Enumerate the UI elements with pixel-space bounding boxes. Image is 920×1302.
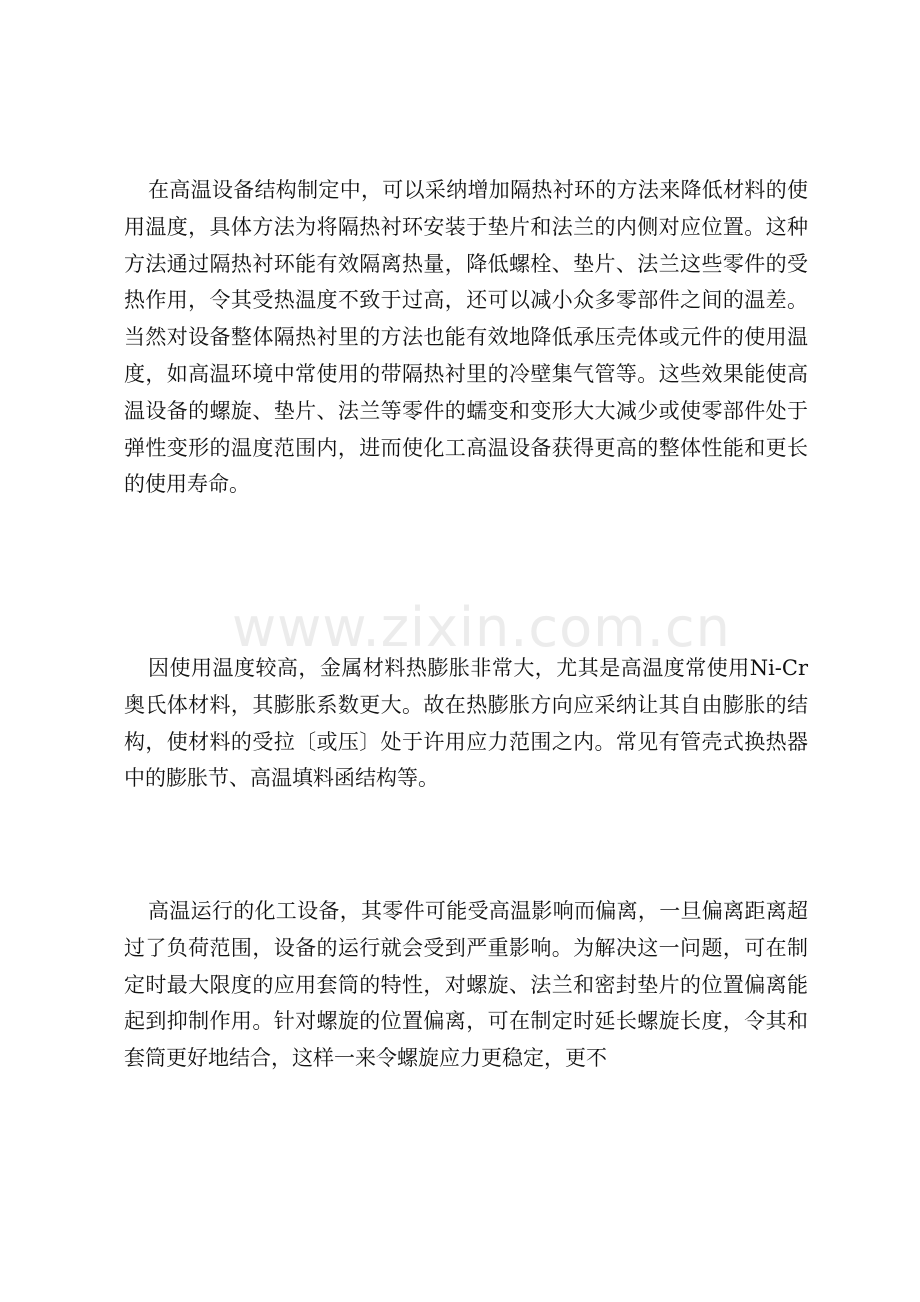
- paragraph-insulation-lining: 在高温设备结构制定中，可以采纳增加隔热衬环的方法来降低材料的使用温度，具体方法为将隔热衬环安装于垫片和法兰的内侧对应位置。这种方法通过隔热衬环能有效隔离热量，降低螺栓、垫片、法兰这些零件的受热作用，令其受热温度不致于过高，还可以减小众多零部件之间的温差。当然对设备整体隔热衬里的方法也能有效地降低承压壳体或元件的使用温度，如高温环境中常使用的带隔热衬里的冷壁集气管等。这些效果能使高温设备的螺旋、垫片、法兰等零件的蠕变和变形大大减少或使零部件处于弹性变形的温度范围内，进而使化工高温设备获得更高的整体性能和更长的使用寿命。: [124, 178, 808, 497]
- paragraph-thermal-expansion: 因使用温度较高，金属材料热膨胀非常大，尤其是高温度常使用Ni-Cr奥氏体材料，其膨胀系数更大。故在热膨胀方向应采纳让其自由膨胀的结构，使材料的受拉〔或压〕处于许用应力范围之内。常见有管壳式换热器中的膨胀节、高温填料函结构等。: [124, 656, 808, 791]
- watermark: www.zixin.com.cn: [232, 596, 731, 659]
- paragraph-position-deviation: 高温运行的化工设备，其零件可能受高温影响而偏离，一旦偏离距离超过了负荷范围，设备的运行就会受到严重影响。为解决这一问题，可在制定时最大限度的应用套筒的特性，对螺旋、法兰和密封垫片的位置偏离能起到抑制作用。针对螺旋的位置偏离，可在制定时延长螺旋长度，令其和套筒更好地结合，这样一来令螺旋应力更稳定，更不: [124, 899, 808, 1071]
